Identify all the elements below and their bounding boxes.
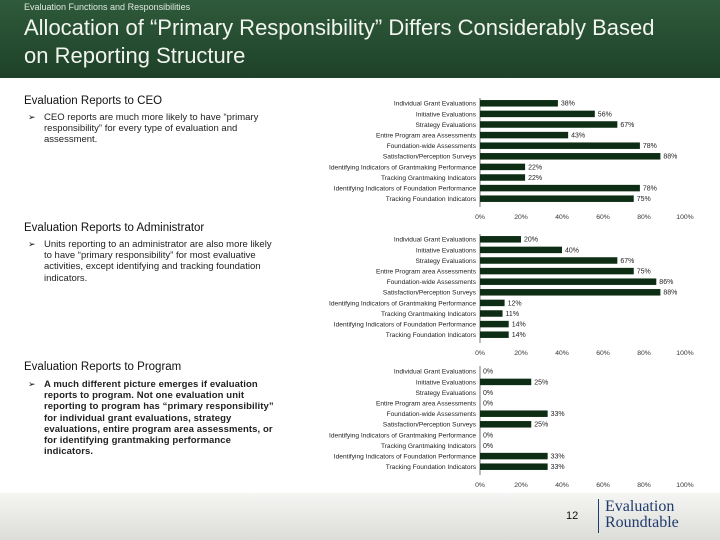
- category-label: Entire Program area Assessments: [375, 400, 476, 408]
- category-label: Strategy Evaluations: [415, 389, 476, 397]
- category-label: Individual Grant Evaluations: [393, 236, 476, 244]
- data-label: 14%: [511, 321, 526, 329]
- x-tick-label: 60%: [596, 214, 610, 221]
- data-label: 75%: [636, 196, 651, 204]
- category-label: Individual Grant Evaluations: [393, 368, 476, 376]
- page-number: 12: [566, 510, 579, 522]
- data-label: 0%: [483, 442, 494, 450]
- section-label: Evaluation Functions and Responsibilities: [24, 2, 191, 12]
- chart-program: [290, 363, 720, 503]
- category-label: Foundation-wide Assessments: [386, 279, 476, 287]
- data-label: 22%: [528, 164, 543, 172]
- category-label: Tracking Grantmaking Indicators: [380, 442, 476, 450]
- data-label: 20%: [524, 236, 539, 244]
- data-label: 22%: [528, 174, 543, 182]
- data-label: 78%: [642, 185, 657, 193]
- bar: [480, 121, 617, 128]
- bar: [480, 100, 558, 107]
- logo-line-1: Evaluation: [605, 498, 675, 515]
- bar: [480, 257, 617, 264]
- category-label: Individual Grant Evaluations: [393, 100, 476, 108]
- x-tick-label: 40%: [555, 214, 569, 221]
- chart-ceo: [290, 95, 720, 235]
- panel-bullet-administrator: [28, 239, 278, 284]
- category-label: Initiative Evaluations: [415, 379, 476, 387]
- data-label: 12%: [507, 300, 522, 308]
- category-label: Identifying Indicators of Grantmaking Performance: [329, 432, 476, 440]
- category-label: Identifying Indicators of Grantmaking Performance: [329, 300, 476, 308]
- data-label: 88%: [663, 289, 678, 297]
- data-label: 0%: [483, 400, 494, 408]
- category-label: Identifying Indicators of Foundation Performance: [333, 321, 476, 329]
- bar: [480, 132, 568, 139]
- bar: [480, 410, 548, 417]
- category-label: Identifying Indicators of Foundation Performance: [333, 185, 476, 193]
- x-tick-label: 20%: [514, 482, 528, 489]
- category-label: Tracking Foundation Indicators: [385, 332, 476, 340]
- data-label: 0%: [483, 368, 494, 376]
- data-label: 0%: [483, 432, 494, 440]
- category-label: Foundation-wide Assessments: [386, 411, 476, 419]
- data-label: 75%: [636, 268, 651, 276]
- data-label: 56%: [597, 111, 612, 119]
- category-label: Foundation-wide Assessments: [386, 143, 476, 151]
- x-tick-label: 60%: [596, 350, 610, 357]
- arrow-bullet-icon: ➢: [28, 112, 36, 122]
- x-tick-label: 60%: [596, 482, 610, 489]
- x-tick-label: 40%: [555, 482, 569, 489]
- category-label: Identifying Indicators of Grantmaking Performance: [329, 164, 476, 172]
- data-label: 43%: [571, 132, 586, 140]
- data-label: 25%: [534, 379, 549, 387]
- bar: [480, 321, 509, 328]
- bar: [480, 310, 503, 317]
- category-label: Entire Program area Assessments: [375, 268, 476, 276]
- x-tick-label: 20%: [514, 350, 528, 357]
- category-label: Tracking Foundation Indicators: [385, 196, 476, 204]
- x-tick-label: 100%: [676, 214, 694, 221]
- category-label: Satisfaction/Perception Surveys: [382, 289, 476, 297]
- data-label: 33%: [550, 453, 565, 461]
- x-tick-label: 80%: [637, 214, 651, 221]
- slide-title: Allocation of “Primary Responsibility” Differs Considerably Based on Reporting Structure: [24, 15, 655, 68]
- bar: [480, 300, 505, 307]
- data-label: 38%: [560, 100, 575, 108]
- x-tick-label: 20%: [514, 214, 528, 221]
- category-label: Tracking Grantmaking Indicators: [380, 174, 476, 182]
- bar: [480, 195, 634, 202]
- category-label: Strategy Evaluations: [415, 121, 476, 129]
- bar: [480, 463, 548, 470]
- data-label: 11%: [505, 310, 520, 318]
- bar: [480, 153, 660, 160]
- x-tick-label: 80%: [637, 350, 651, 357]
- panel-bullet-ceo: [28, 112, 278, 146]
- category-label: Strategy Evaluations: [415, 257, 476, 265]
- bar: [480, 268, 634, 275]
- data-label: 78%: [642, 143, 657, 151]
- x-tick-label: 0%: [475, 482, 485, 489]
- data-label: 67%: [620, 121, 635, 129]
- data-label: 33%: [550, 464, 565, 472]
- chart-administrator: [290, 231, 720, 371]
- bar: [480, 111, 595, 118]
- arrow-bullet-icon: ➢: [28, 379, 36, 389]
- panel-heading-program: Evaluation Reports to Program: [24, 361, 182, 373]
- x-tick-label: 100%: [676, 350, 694, 357]
- bar: [480, 289, 660, 296]
- category-label: Identifying Indicators of Foundation Performance: [333, 453, 476, 461]
- bar: [480, 174, 525, 181]
- bar: [480, 142, 640, 149]
- bar: [480, 379, 531, 386]
- bullet-text: CEO reports are much more likely to have “primary responsibility” for every type of evaluation and assessment.: [44, 112, 259, 146]
- category-label: Initiative Evaluations: [415, 247, 476, 255]
- category-label: Initiative Evaluations: [415, 111, 476, 119]
- category-label: Satisfaction/Perception Surveys: [382, 421, 476, 429]
- evaluation-roundtable-logo: [598, 499, 679, 533]
- x-tick-label: 80%: [637, 482, 651, 489]
- arrow-bullet-icon: ➢: [28, 239, 36, 249]
- bar: [480, 421, 531, 428]
- category-label: Satisfaction/Perception Surveys: [382, 153, 476, 161]
- data-label: 40%: [565, 247, 580, 255]
- bar: [480, 453, 548, 460]
- bar: [480, 331, 509, 338]
- bar: [480, 164, 525, 171]
- data-label: 88%: [663, 153, 678, 161]
- bar: [480, 247, 562, 254]
- panel-bullet-program: [28, 379, 278, 457]
- bullet-text: A much different picture emerges if evaluation reports to program. Not one evaluation unit reporting to program has “primary responsibility” for individual grant evaluations, strategy evaluations, entire program area assessments, or for identifying grantmaking performance indicators.: [44, 379, 274, 458]
- x-tick-label: 100%: [676, 482, 694, 489]
- data-label: 25%: [534, 421, 549, 429]
- x-tick-label: 40%: [555, 350, 569, 357]
- category-label: Tracking Grantmaking Indicators: [380, 310, 476, 318]
- category-label: Entire Program area Assessments: [375, 132, 476, 140]
- title-banner: [0, 0, 720, 78]
- bar: [480, 278, 656, 285]
- logo-line-2: Roundtable: [605, 514, 679, 531]
- panel-heading-administrator: Evaluation Reports to Administrator: [24, 222, 205, 234]
- x-tick-label: 0%: [475, 214, 485, 221]
- bar: [480, 236, 521, 243]
- bar: [480, 185, 640, 192]
- data-label: 0%: [483, 389, 494, 397]
- data-label: 67%: [620, 257, 635, 265]
- data-label: 86%: [659, 279, 674, 287]
- data-label: 14%: [511, 332, 526, 340]
- bullet-text: Units reporting to an administrator are also more likely to have “primary responsibility” for most evaluative activities, except identifying and tracking foundation indicators.: [44, 239, 272, 284]
- x-tick-label: 0%: [475, 350, 485, 357]
- panel-heading-ceo: Evaluation Reports to CEO: [24, 95, 163, 107]
- category-label: Tracking Foundation Indicators: [385, 464, 476, 472]
- data-label: 33%: [550, 411, 565, 419]
